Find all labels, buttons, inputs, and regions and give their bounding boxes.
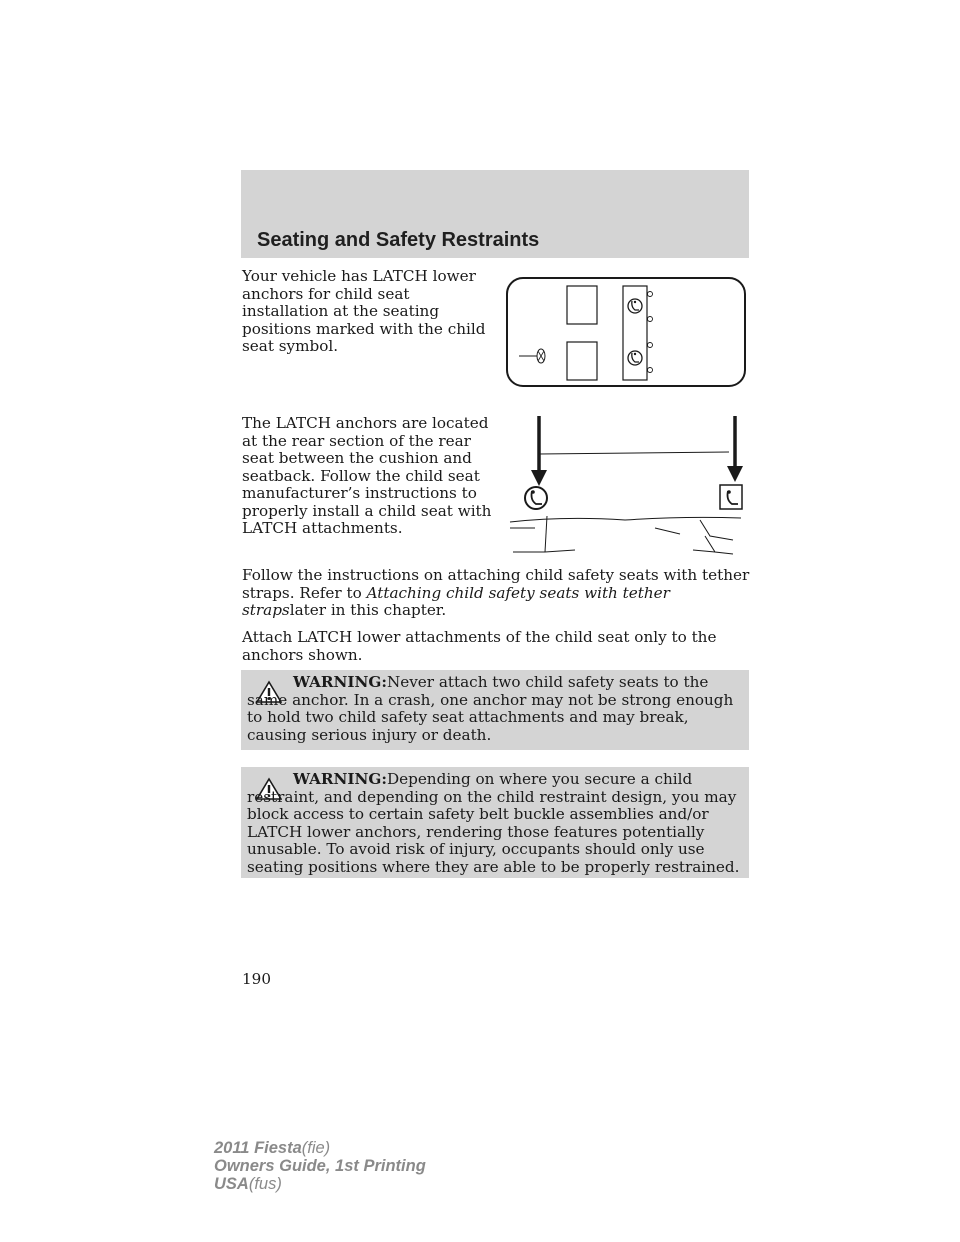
warning-body: Never attach two child safety seats to the same anchor. In a crash, one anchor may not be strong enough to hold two child safety seat attachments and may break, causing serious injury or death. [247, 673, 734, 744]
child-seat-symbol-icon [628, 351, 642, 365]
footer-model-code: (fie) [301, 1139, 331, 1157]
warning-text [247, 674, 743, 744]
latch-anchor-location-diagram [505, 412, 747, 558]
paragraph-tether-reference [242, 567, 752, 620]
tether-text-b: later in this chapter. [289, 601, 447, 619]
child-seat-symbol-icon [720, 485, 742, 509]
vehicle-top-view-diagram [505, 276, 747, 388]
warning-box [241, 670, 749, 750]
arrow-down-icon [531, 470, 547, 486]
footer-model: 2011 Fiesta [214, 1139, 302, 1157]
footer-region: USA [214, 1175, 249, 1193]
child-seat-symbol-icon [628, 299, 642, 313]
warning-text [247, 771, 743, 876]
footer-line-3 [214, 1175, 426, 1193]
paragraph-latch-location: The LATCH anchors are located at the rear section of the rear seat between the cushion and seatback. Follow the child seat manufacturer’s instructions to properly install a child seat with LATCH attachments. [242, 414, 492, 537]
footer-line-1 [214, 1139, 426, 1157]
warning-body: Depending on where you secure a child restraint, and depending on the child restraint design, you may block access to certain safety belt buckle assemblies and/or LATCH lower anchors, rendering those features potentially unusable. To avoid risk of injury, occupants should only use seating positions where they are able to be properly restrained. [247, 770, 740, 876]
section-title: Seating and Safety Restraints [257, 229, 540, 251]
child-seat-symbol-icon [525, 487, 547, 509]
section-header-band [241, 170, 749, 258]
paragraph-latch-attach: Attach LATCH lower attachments of the child seat only to the anchors shown. [242, 628, 717, 664]
warning-label: WARNING: [293, 770, 387, 788]
tether-text-a: Follow the instructions on attaching child safety seats with tether straps. Refer to [242, 566, 750, 602]
arrow-down-icon [727, 466, 743, 482]
paragraph-latch-intro: Your vehicle has LATCH lower anchors for child seat installation at the seating positions marked with the child seat symbol. [242, 267, 486, 355]
tether-cross-reference: Attaching child safety seats with tether straps [242, 583, 670, 619]
document-footer [214, 1139, 426, 1193]
warning-box [241, 767, 749, 878]
footer-region-code: (fus) [248, 1175, 282, 1193]
page-number: 190 [242, 970, 271, 988]
warning-label: WARNING: [293, 673, 387, 691]
footer-line-2: Owners Guide, 1st Printing [214, 1157, 426, 1175]
